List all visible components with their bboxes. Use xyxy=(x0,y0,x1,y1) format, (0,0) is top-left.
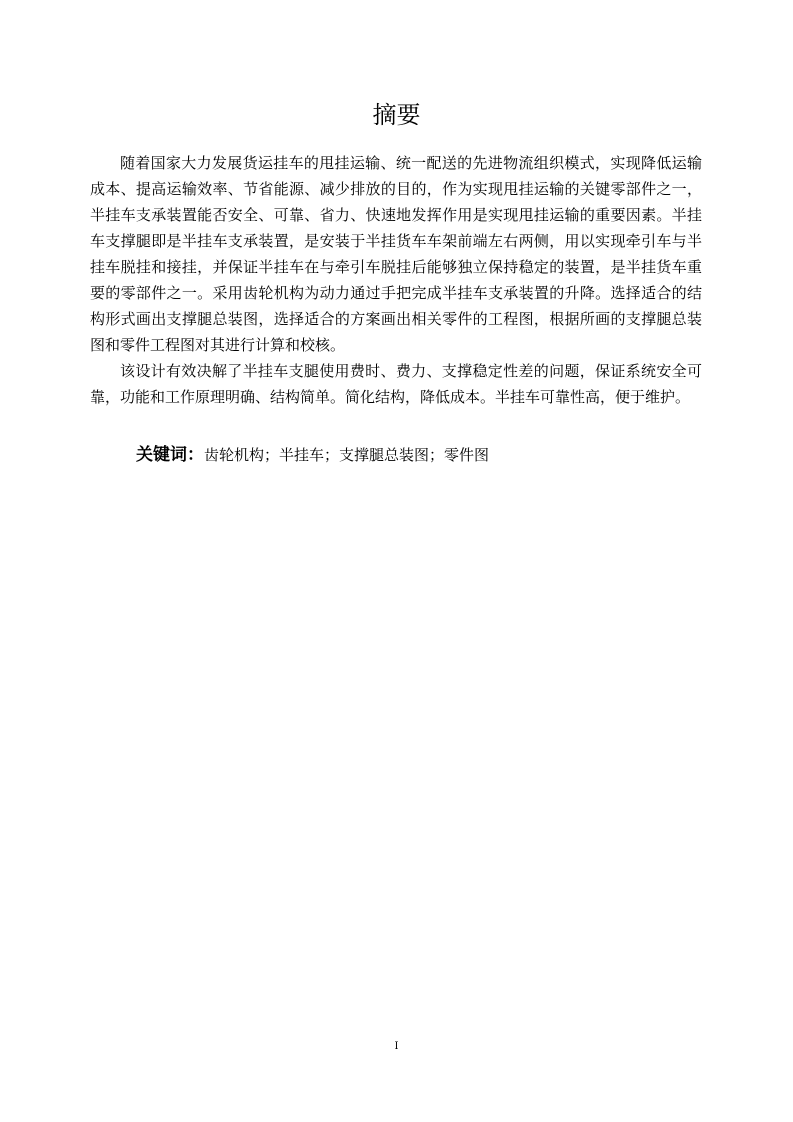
page-number: I xyxy=(394,1041,399,1052)
keywords-label: 关键词： xyxy=(136,445,204,465)
keywords-line xyxy=(136,442,489,468)
abstract-paragraph-2: 该设计有效决解了半挂车支腿使用费时、费力、支撑稳定性差的问题，保证系统安全可靠，功能和工作原理明确、结构简单。简化结构，降低成本。半挂车可靠性高，便于维护。 xyxy=(90,362,702,406)
page-title: 摘要 xyxy=(372,101,421,129)
abstract-paragraph-1: 随着国家大力发展货运挂车的甩挂运输、统一配送的先进物流组织模式，实现降低运输成本、提高运输效率、节省能源、减少排放的目的，作为实现甩挂运输的关键零部件之一，半挂车支承装置能否安全、可靠、省力、快速地发挥作用是实现甩挂运输的重要因素。半挂车支撑腿即是半挂车支承装置，是安装于半挂货车车架前端左右两侧，用以实现牵引车与半挂车脱挂和接挂，并保证半挂车在与牵引车脱挂后能够独立保持稳定的装置，是半挂货车重要的零部件之一。采用齿轮机构为动力通过手把完成半挂车支承装置的升降。选择适合的结构形式画出支撑腿总装图，选择适合的方案画出相关零件的工程图，根据所画的支撑腿总装图和零件工程图对其进行计算和校核。 xyxy=(90,154,702,354)
abstract-body xyxy=(90,150,702,410)
keywords-value: 齿轮机构；半挂车；支撑腿总装图；零件图 xyxy=(204,446,490,464)
